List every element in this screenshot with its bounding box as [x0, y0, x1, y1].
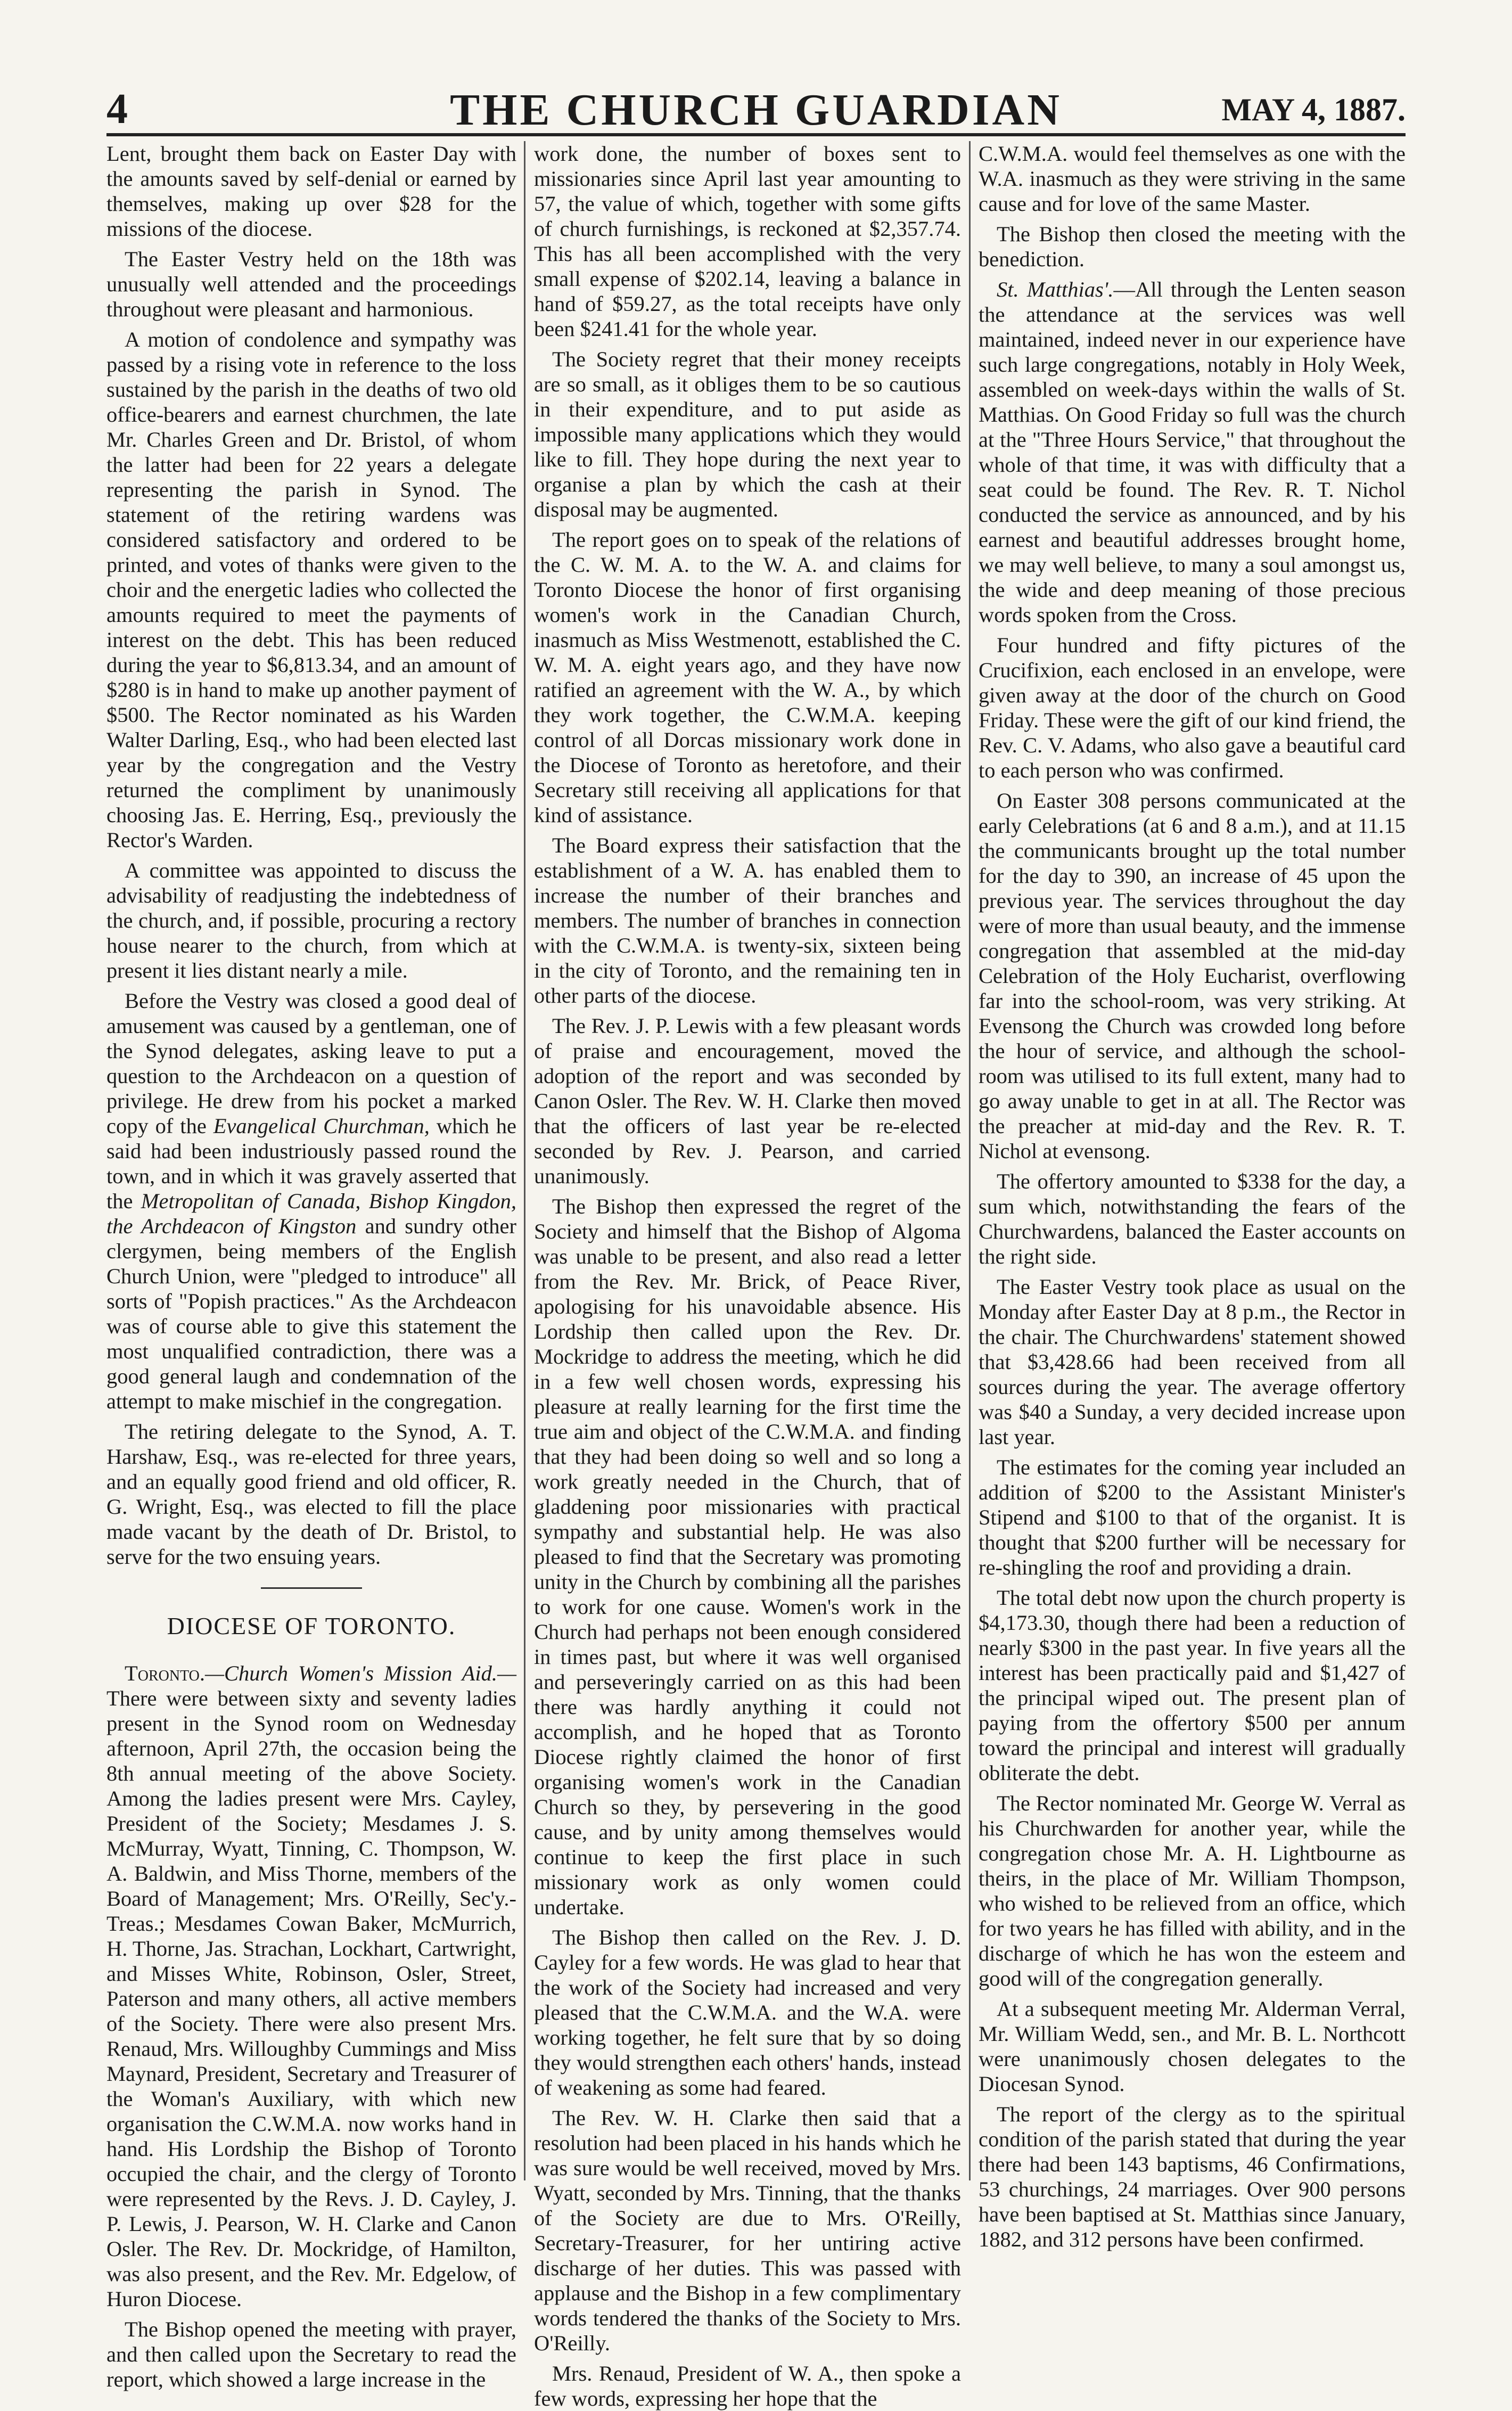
article-paragraph: At a subsequent meeting Mr. Alderman Verral, Mr. William Wedd, sen., and Mr. B. L. Northcott were unanimously chosen delegates to the Diocesan Synod. [979, 1997, 1406, 2096]
article-paragraph: The Board express their satisfaction that the establishment of a W. A. has enabled them to increase the number of their branches and members. The number of branches in connection with the C.W.M.A. is twenty-six, sixteen being in the city of Toronto, and the remaining ten in other parts of the diocese. [534, 833, 961, 1007]
article-paragraph: The Society regret that their money receipts are so small, as it obliges them to be so cautious in their expenditure, and to put aside as impossible many applications which they would like to fill. They hope during the next year to organise a plan by which the cash at their disposal may be augmented. [534, 347, 961, 521]
article-paragraph: The Bishop then called on the Rev. J. D. Cayley for a few words. He was glad to hear that the work of the Society had increased and very pleased that the C.W.M.A. and the W.A. were working together, he felt sure that by so doing they would strengthen each others' hands, instead of weakening as some had feared. [534, 1925, 961, 2100]
article-subtitle: —Church Women's Mission Aid.— [205, 1661, 516, 1685]
article-paragraph: Mrs. Renaud, President of W. A., then spoke a few words, expressing her hope that the [534, 2361, 961, 2410]
publication-name: Evangelical Churchman, [213, 1114, 430, 1138]
newspaper-title: THE CHURCH GUARDIAN [450, 85, 1062, 135]
article-paragraph: The retiring delegate to the Synod, A. T. Harshaw, Esq., was re-elected for three years, and an equally good friend and old officer, R. G. Wright, Esq., was elected to fill the place made vacant by the death of Dr. Bristol, to serve for the two ensuing years. [106, 1420, 516, 1569]
article-paragraph: A committee was appointed to discuss the advisability of readjusting the indebtedness of the church, and, if possible, procuring a rectory house nearer to the church, from which at present it lies distant nearly a mile. [106, 858, 516, 982]
article-paragraph: C.W.M.A. would feel themselves as one with the W.A. inasmuch as they were striving in the same cause and for love of the same Master. [979, 142, 1406, 216]
article-paragraph: work done, the number of boxes sent to missionaries since April last year amounting to 57, the value of which, together with some gifts of church furnishings, is reckoned at $2,357.74. This has all been accomplished with the very small expense of $202.14, leaving a balance in hand of $59.27, as the total receipts have only been $241.41 for the whole year. [534, 142, 961, 341]
paragraph-text: —All through the Lenten season the attendance at the services was well maintained, indeed never in our experience have such large congregations, notably in Holy Week, assembled on week-days within the walls of St. Matthias. On Good Friday so full was the church at the "Three Hours Service," that throughout the whole of that time, it was with difficulty that a seat could be found. The Rev. R. T. Nichol conducted the service as announced, and by his earnest and beautiful addresses brought home, we may well believe, to many a soul amongst us, the wide and deep meaning of those precious words spoken from the Cross. [979, 277, 1406, 627]
paragraph-text: There were between sixty and seventy ladies present in the Synod room on Wednesday afternoon, April 27th, the occasion being the 8th annual meeting of the above Society. Among the ladies present were Mrs. Cayley, President of the Society; Mesdames J. S. McMurray, Wyatt, Tinning, C. Thompson, W. A. Baldwin, and Miss Thorne, members of the Board of Management; Mrs. O'Reilly, Sec'y.-Treas.; Mesdames Cowan Baker, McMurrich, H. Thorne, Jas. Strachan, Lockhart, Cartwright, and Misses White, Robinson, Osler, Street, Paterson and many others, all active members of the Society. There were also present Mrs. Renaud, Mrs. Willoughby Cummings and Miss Maynard, President, Secretary and Treasurer of the Woman's Auxiliary, with which new organisation the C.W.M.A. now works hand in hand. His Lordship the Bishop of Toronto occupied the chair, and the clergy of Toronto were represented by the Revs. J. D. Cayley, J. P. Lewis, J. Pearson, W. H. Clarke and Canon Osler. The Rev. Dr. Mockridge, of Hamilton, was also present, and the Rev. Mr. Edgelow, of Huron Diocese. [106, 1686, 516, 2311]
article-paragraph: The Rector nominated Mr. George W. Verral as his Churchwarden for another year, while the congregation chose Mr. A. H. Lightbourne as theirs, in the place of Mr. William Thompson, who wished to be relieved from an office, which for two years he has filled with ability, and in the discharge of which he has won the esteem and good will of the congregation generally. [979, 1791, 1406, 1990]
article-paragraph: The offertory amounted to $338 for the day, a sum which, notwithstanding the fears of the Churchwardens, balanced the Easter accounts on the right side. [979, 1169, 1406, 1268]
article-paragraph: The total debt now upon the church property is $4,173.30, though there had been a reduction of nearly $300 in the past year. In five years all the interest has been practically paid and $1,427 of the principal wiped out. The present plan of paying from the offertory $500 per annum toward the principal and interest will gradually obliterate the debt. [979, 1586, 1406, 1785]
article-paragraph: The Bishop then expressed the regret of the Society and himself that the Bishop of Algoma was unable to be present, and also read a letter from the Rev. Mr. Brick, of Peace River, apologising for his unavoidable absence. His Lordship then called upon the Rev. Dr. Mockridge to address the meeting, which he did in a few well chosen words, expressing his pleasure at really learning for the first time the true aim and object of the C.W.M.A. and finding that they had been doing so well and so long a work greatly needed in the Church, that of gladdening poor missionaries with practical sympathy and substantial help. He was also pleased to find that the Secretary was promoting unity in the Church by combining all the parishes to work for one cause. Women's work in the Church had perhaps not been enough considered in times past, but where it was well organised and perseveringly carried on as this had been there was hardly anything it could not accomplish, and he hoped that as Toronto Diocese rightly claimed the honor of first organising women's work in the Canadian Church so they, by persevering in the good cause, and by unity among themselves would continue to keep the first place in such missionary work as only women could undertake. [534, 1194, 961, 1919]
section-rule [261, 1587, 362, 1589]
article-paragraph: The Bishop opened the meeting with prayer, and then called upon the Secretary to read the report, which showed a large increase in the [106, 2317, 516, 2391]
section-heading: DIOCESE OF TORONTO. [167, 1612, 456, 1639]
column-2 [534, 141, 961, 2410]
italic-names: Metropolitan of Canada, Bishop Kingdon, the Archdeacon of Kingston [106, 1189, 516, 1238]
paragraph-text: Before the Vestry was closed a good deal of amusement was caused by a gentleman, one of the Synod delegates, asking leave to put a question to the Archdeacon on a question of privilege. He drew from his pocket a marked copy of the [106, 989, 516, 1138]
column-divider-1 [524, 141, 525, 2180]
article-paragraph [106, 988, 516, 1414]
article-paragraph: Lent, brought them back on Easter Day with the amounts saved by self-denial or earned by themselves, making up over $28 for the missions of the diocese. [106, 142, 516, 241]
article-paragraph: The estimates for the coming year included an addition of $200 to the Assistant Minister's Stipend and $100 to that of the organist. It is thought that $200 further will be necessary for re-shingling the roof and providing a drain. [979, 1455, 1406, 1579]
article-paragraph [106, 1661, 516, 2311]
article-paragraph: The Bishop then closed the meeting with the benediction. [979, 222, 1406, 271]
column-1 [106, 141, 516, 2391]
article-paragraph: Four hundred and fifty pictures of the Crucifixion, each enclosed in an envelope, were given away at the door of the church on Good Friday. These were the gift of our kind friend, the Rev. C. V. Adams, who also gave a beautiful card to each person who was confirmed. [979, 633, 1406, 782]
masthead [106, 69, 1406, 136]
column-divider-2 [969, 141, 971, 2180]
page-number: 4 [106, 86, 128, 133]
article-paragraph: The Rev. J. P. Lewis with a few pleasant words of praise and encouragement, moved the adoption of the report and was seconded by Canon Osler. The Rev. W. H. Clarke then moved that the officers of last year be re-elected seconded by Rev. J. Pearson, and carried unanimously. [534, 1014, 961, 1188]
article-paragraph: The report goes on to speak of the relations of the C. W. M. A. to the W. A. and claims for Toronto Diocese the honor of first organising women's work in the Canadian Church, inasmuch as Miss Westmenott, established the C. W. M. A. eight years ago, and they have now ratified an agreement with the W. A., by which they work together, the C.W.M.A. keeping control of all Dorcas missionary work done in the Diocese of Toronto as heretofore, and their Secretary still receiving all applications for that kind of assistance. [534, 528, 961, 827]
dateline-place: Toronto. [125, 1661, 206, 1685]
article-paragraph: The Easter Vestry held on the 18th was unusually well attended and the proceedings throughout were pleasant and harmonious. [106, 247, 516, 321]
article-subtitle: St. Matthias'. [997, 277, 1114, 301]
article-paragraph: A motion of condolence and sympathy was passed by a rising vote in reference to the loss sustained by the parish in the deaths of two old office-bearers and earnest churchmen, the late Mr. Charles Green and Dr. Bristol, of whom the latter had been for 22 years a delegate representing the parish in Synod. The statement of the retiring wardens was considered satisfactory and ordered to be printed, and votes of thanks were given to the choir and the energetic ladies who collected the amounts required to meet the payments of interest on the debt. This has been reduced during the year to $6,813.34, and an amount of $280 is in hand to make up another payment of $500. The Rector nominated as his Warden Walter Darling, Esq., who had been elected last year by the congregation and the Vestry returned the compliment by unanimously choosing Jas. E. Herring, Esq., previously the Rector's Warden. [106, 327, 516, 852]
article-paragraph: The report of the clergy as to the spiritual condition of the parish stated that during the year there had been 143 baptisms, 46 Confirmations, 53 churchings, 24 marriages. Over 900 persons have been baptised at St. Matthias since January, 1882, and 312 persons have been confirmed. [979, 2102, 1406, 2251]
column-3 [979, 141, 1406, 2251]
article-paragraph: The Easter Vestry took place as usual on the Monday after Easter Day at 8 p.m., the Rector in the chair. The Churchwardens' statement showed that $3,428.66 had been received from all sources during the year. The average offertory was $40 a Sunday, a very decided increase upon last year. [979, 1275, 1406, 1449]
paragraph-text: and sundry other clergymen, being members of the English Church Union, were "pledged to introduce" all sorts of "Popish practices." As the Archdeacon was of course able to give this statement the most unqualified contradiction, there was a good general laugh and condemnation of the attempt to make mischief in the congregation. [106, 1214, 516, 1413]
issue-date: MAY 4, 1887. [1221, 92, 1406, 127]
paragraph-text: which he said had been industriously passed round the town, and in which it was gravely asserted that the [106, 1114, 516, 1213]
article-paragraph [979, 277, 1406, 627]
article-paragraph: On Easter 308 persons communicated at the early Celebrations (at 6 and 8 a.m.), and at 11.15 the communicants brought up the total number for the day to 390, an increase of 45 upon the previous year. The services throughout the day were of more than usual beauty, and the immense congregation that assembled at the mid-day Celebration of the Holy Eucharist, overflowing far into the school-room, was very striking. At Evensong the Church was crowded long before the hour of service, and although the school-room was utilised to its full extent, many had to go away unable to get in at all. The Rector was the preacher at mid-day and the Rev. R. T. Nichol at evensong. [979, 789, 1406, 1163]
article-paragraph: The Rev. W. H. Clarke then said that a resolution had been placed in his hands which he was sure would be well received, moved by Mrs. Wyatt, seconded by Mrs. Tinning, that the thanks of the Society are due to Mrs. O'Reilly, Secretary-Treasurer, for her untiring active discharge of her duties. This was passed with applause and the Bishop in a few complimentary words tendered the thanks of the Society to Mrs. O'Reilly. [534, 2106, 961, 2355]
